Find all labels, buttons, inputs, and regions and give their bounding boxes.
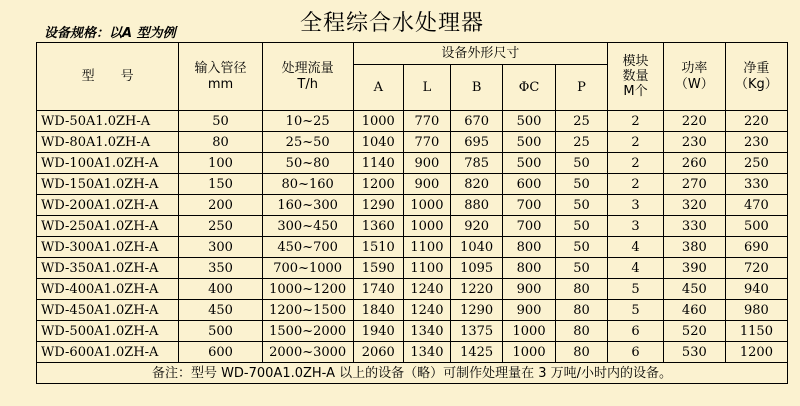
col-header-model (37, 43, 179, 111)
cell-inlet: 150 (179, 174, 262, 195)
page-title: 全程综合水处理器 (300, 11, 485, 36)
cell-dim-l: 1100 (403, 237, 450, 258)
col-header-flow-unit: T/h (297, 76, 318, 92)
cell-inlet: 80 (179, 132, 262, 153)
cell-modules: 5 (608, 279, 664, 300)
cell-dim-p: 50 (555, 174, 607, 195)
cell-dim-l: 1340 (403, 342, 450, 363)
cell-model: WD-350A1.0ZH-A (37, 258, 179, 279)
cell-model: WD-400A1.0ZH-A (37, 279, 179, 300)
cell-dim-l: 900 (403, 153, 450, 174)
col-header-weight-unit: （Kg） (735, 76, 778, 92)
cell-weight: 220 (725, 111, 787, 132)
footnote-row (37, 363, 788, 384)
cell-flow: 1500~2000 (262, 321, 353, 342)
col-header-dims-label: 设备外形尺寸 (441, 45, 520, 61)
col-header-modules (608, 43, 664, 111)
cell-inlet: 50 (179, 111, 262, 132)
cell-flow: 160~300 (262, 195, 353, 216)
cell-dim-c: 1000 (503, 321, 555, 342)
cell-model: WD-600A1.0ZH-A (37, 342, 179, 363)
col-header-flow-label: 处理流量 (281, 60, 334, 76)
cell-power: 260 (663, 153, 725, 174)
cell-power: 520 (663, 321, 725, 342)
cell-power: 450 (663, 279, 725, 300)
cell-dim-p: 50 (555, 258, 607, 279)
table-row (37, 174, 788, 195)
cell-flow: 300~450 (262, 216, 353, 237)
cell-dim-p: 50 (555, 195, 607, 216)
cell-dim-c: 800 (503, 237, 555, 258)
cell-dim-c: 800 (503, 258, 555, 279)
cell-dim-a: 1840 (353, 300, 403, 321)
col-header-inlet-label: 输入管径 (194, 60, 247, 76)
cell-dim-a: 1290 (353, 195, 403, 216)
cell-dim-l: 1240 (403, 300, 450, 321)
col-header-inlet (179, 43, 262, 111)
table-row (37, 237, 788, 258)
cell-dim-b: 920 (450, 216, 502, 237)
cell-flow: 450~700 (262, 237, 353, 258)
cell-weight: 690 (725, 237, 787, 258)
cell-inlet: 500 (179, 321, 262, 342)
cell-modules: 2 (608, 132, 664, 153)
cell-dim-p: 80 (555, 279, 607, 300)
cell-dim-c: 700 (503, 195, 555, 216)
col-header-dim-a: A (353, 65, 403, 111)
cell-inlet: 100 (179, 153, 262, 174)
cell-flow: 1200~1500 (262, 300, 353, 321)
cell-model: WD-250A1.0ZH-A (37, 216, 179, 237)
col-header-power-label: 功率 (681, 60, 708, 76)
spec-table (36, 42, 788, 384)
cell-weight: 330 (725, 174, 787, 195)
table-row (37, 111, 788, 132)
cell-model: WD-450A1.0ZH-A (37, 300, 179, 321)
table-row (37, 153, 788, 174)
col-header-dims (353, 43, 608, 65)
cell-inlet: 300 (179, 237, 262, 258)
cell-dim-b: 1375 (450, 321, 502, 342)
cell-dim-a: 1590 (353, 258, 403, 279)
col-header-inlet-unit: mm (207, 76, 234, 92)
cell-power: 460 (663, 300, 725, 321)
cell-dim-a: 1200 (353, 174, 403, 195)
cell-power: 530 (663, 342, 725, 363)
col-header-model-label: 型 号 (81, 68, 134, 84)
col-header-weight-label: 净重 (743, 60, 770, 76)
cell-dim-l: 1340 (403, 321, 450, 342)
cell-model: WD-150A1.0ZH-A (37, 174, 179, 195)
table-row (37, 342, 788, 363)
cell-inlet: 200 (179, 195, 262, 216)
cell-inlet: 400 (179, 279, 262, 300)
cell-flow: 25~50 (262, 132, 353, 153)
cell-dim-a: 1940 (353, 321, 403, 342)
cell-dim-p: 25 (555, 111, 607, 132)
cell-dim-a: 1740 (353, 279, 403, 300)
cell-dim-l: 1240 (403, 279, 450, 300)
cell-dim-c: 700 (503, 216, 555, 237)
table-row (37, 258, 788, 279)
cell-dim-l: 770 (403, 132, 450, 153)
col-header-weight (725, 43, 787, 111)
cell-modules: 4 (608, 258, 664, 279)
cell-modules: 2 (608, 111, 664, 132)
cell-inlet: 350 (179, 258, 262, 279)
cell-power: 390 (663, 258, 725, 279)
cell-dim-c: 500 (503, 153, 555, 174)
cell-model: WD-100A1.0ZH-A (37, 153, 179, 174)
cell-dim-b: 670 (450, 111, 502, 132)
cell-dim-a: 1510 (353, 237, 403, 258)
cell-dim-a: 1040 (353, 132, 403, 153)
cell-power: 230 (663, 132, 725, 153)
cell-flow: 1000~1200 (262, 279, 353, 300)
cell-dim-b: 785 (450, 153, 502, 174)
cell-weight: 720 (725, 258, 787, 279)
table-row (37, 279, 788, 300)
cell-weight: 230 (725, 132, 787, 153)
cell-weight: 940 (725, 279, 787, 300)
cell-dim-c: 500 (503, 111, 555, 132)
cell-dim-b: 1095 (450, 258, 502, 279)
col-header-dim-l: L (403, 65, 450, 111)
cell-power: 270 (663, 174, 725, 195)
cell-modules: 6 (608, 342, 664, 363)
footnote: 备注：型号 WD-700A1.0ZH-A 以上的设备（略）可制作处理量在 3 万吨/小时内的设备。 (37, 363, 788, 384)
cell-dim-p: 80 (555, 321, 607, 342)
cell-dim-b: 695 (450, 132, 502, 153)
cell-dim-c: 500 (503, 132, 555, 153)
cell-dim-l: 1100 (403, 258, 450, 279)
table-row (37, 321, 788, 342)
col-header-power (663, 43, 725, 111)
cell-dim-b: 1040 (450, 237, 502, 258)
cell-dim-b: 820 (450, 174, 502, 195)
cell-dim-a: 2060 (353, 342, 403, 363)
cell-power: 380 (663, 237, 725, 258)
cell-modules: 3 (608, 216, 664, 237)
col-header-flow (262, 43, 353, 111)
cell-model: WD-50A1.0ZH-A (37, 111, 179, 132)
cell-modules: 2 (608, 174, 664, 195)
cell-dim-c: 900 (503, 279, 555, 300)
cell-dim-l: 770 (403, 111, 450, 132)
cell-dim-b: 1290 (450, 300, 502, 321)
cell-power: 220 (663, 111, 725, 132)
cell-model: WD-200A1.0ZH-A (37, 195, 179, 216)
cell-dim-c: 600 (503, 174, 555, 195)
cell-modules: 3 (608, 195, 664, 216)
cell-dim-p: 50 (555, 153, 607, 174)
cell-dim-c: 900 (503, 300, 555, 321)
cell-modules: 6 (608, 321, 664, 342)
cell-model: WD-500A1.0ZH-A (37, 321, 179, 342)
spec-note: 设备规格：以A 型为例 (44, 26, 176, 41)
cell-weight: 1200 (725, 342, 787, 363)
cell-inlet: 600 (179, 342, 262, 363)
cell-model: WD-300A1.0ZH-A (37, 237, 179, 258)
col-header-dim-b: B (450, 65, 502, 111)
cell-inlet: 250 (179, 216, 262, 237)
table-row (37, 300, 788, 321)
col-header-dim-c: ΦC (503, 65, 555, 111)
cell-dim-l: 1000 (403, 216, 450, 237)
cell-dim-b: 1220 (450, 279, 502, 300)
cell-weight: 500 (725, 216, 787, 237)
cell-dim-a: 1360 (353, 216, 403, 237)
cell-dim-p: 80 (555, 300, 607, 321)
table-row (37, 132, 788, 153)
cell-flow: 700~1000 (262, 258, 353, 279)
cell-dim-a: 1000 (353, 111, 403, 132)
cell-power: 320 (663, 195, 725, 216)
col-header-dim-p: P (555, 65, 607, 111)
cell-dim-p: 25 (555, 132, 607, 153)
cell-flow: 50~80 (262, 153, 353, 174)
cell-flow: 80~160 (262, 174, 353, 195)
col-header-power-unit: （W） (674, 76, 714, 92)
cell-dim-p: 80 (555, 342, 607, 363)
cell-dim-c: 1000 (503, 342, 555, 363)
cell-modules: 4 (608, 237, 664, 258)
cell-flow: 2000~3000 (262, 342, 353, 363)
cell-weight: 250 (725, 153, 787, 174)
cell-dim-l: 1000 (403, 195, 450, 216)
cell-dim-p: 50 (555, 216, 607, 237)
table-row (37, 195, 788, 216)
cell-dim-b: 1425 (450, 342, 502, 363)
spec-table-body (37, 111, 788, 363)
cell-weight: 470 (725, 195, 787, 216)
cell-model: WD-80A1.0ZH-A (37, 132, 179, 153)
cell-inlet: 450 (179, 300, 262, 321)
cell-power: 330 (663, 216, 725, 237)
cell-dim-b: 880 (450, 195, 502, 216)
header-row-1 (37, 43, 788, 65)
cell-modules: 2 (608, 153, 664, 174)
cell-dim-a: 1140 (353, 153, 403, 174)
cell-weight: 980 (725, 300, 787, 321)
cell-flow: 10~25 (262, 111, 353, 132)
cell-dim-l: 900 (403, 174, 450, 195)
cell-dim-p: 50 (555, 237, 607, 258)
table-row (37, 216, 788, 237)
col-header-modules-label: 模块数量M个 (622, 54, 649, 99)
cell-modules: 5 (608, 300, 664, 321)
cell-weight: 1150 (725, 321, 787, 342)
